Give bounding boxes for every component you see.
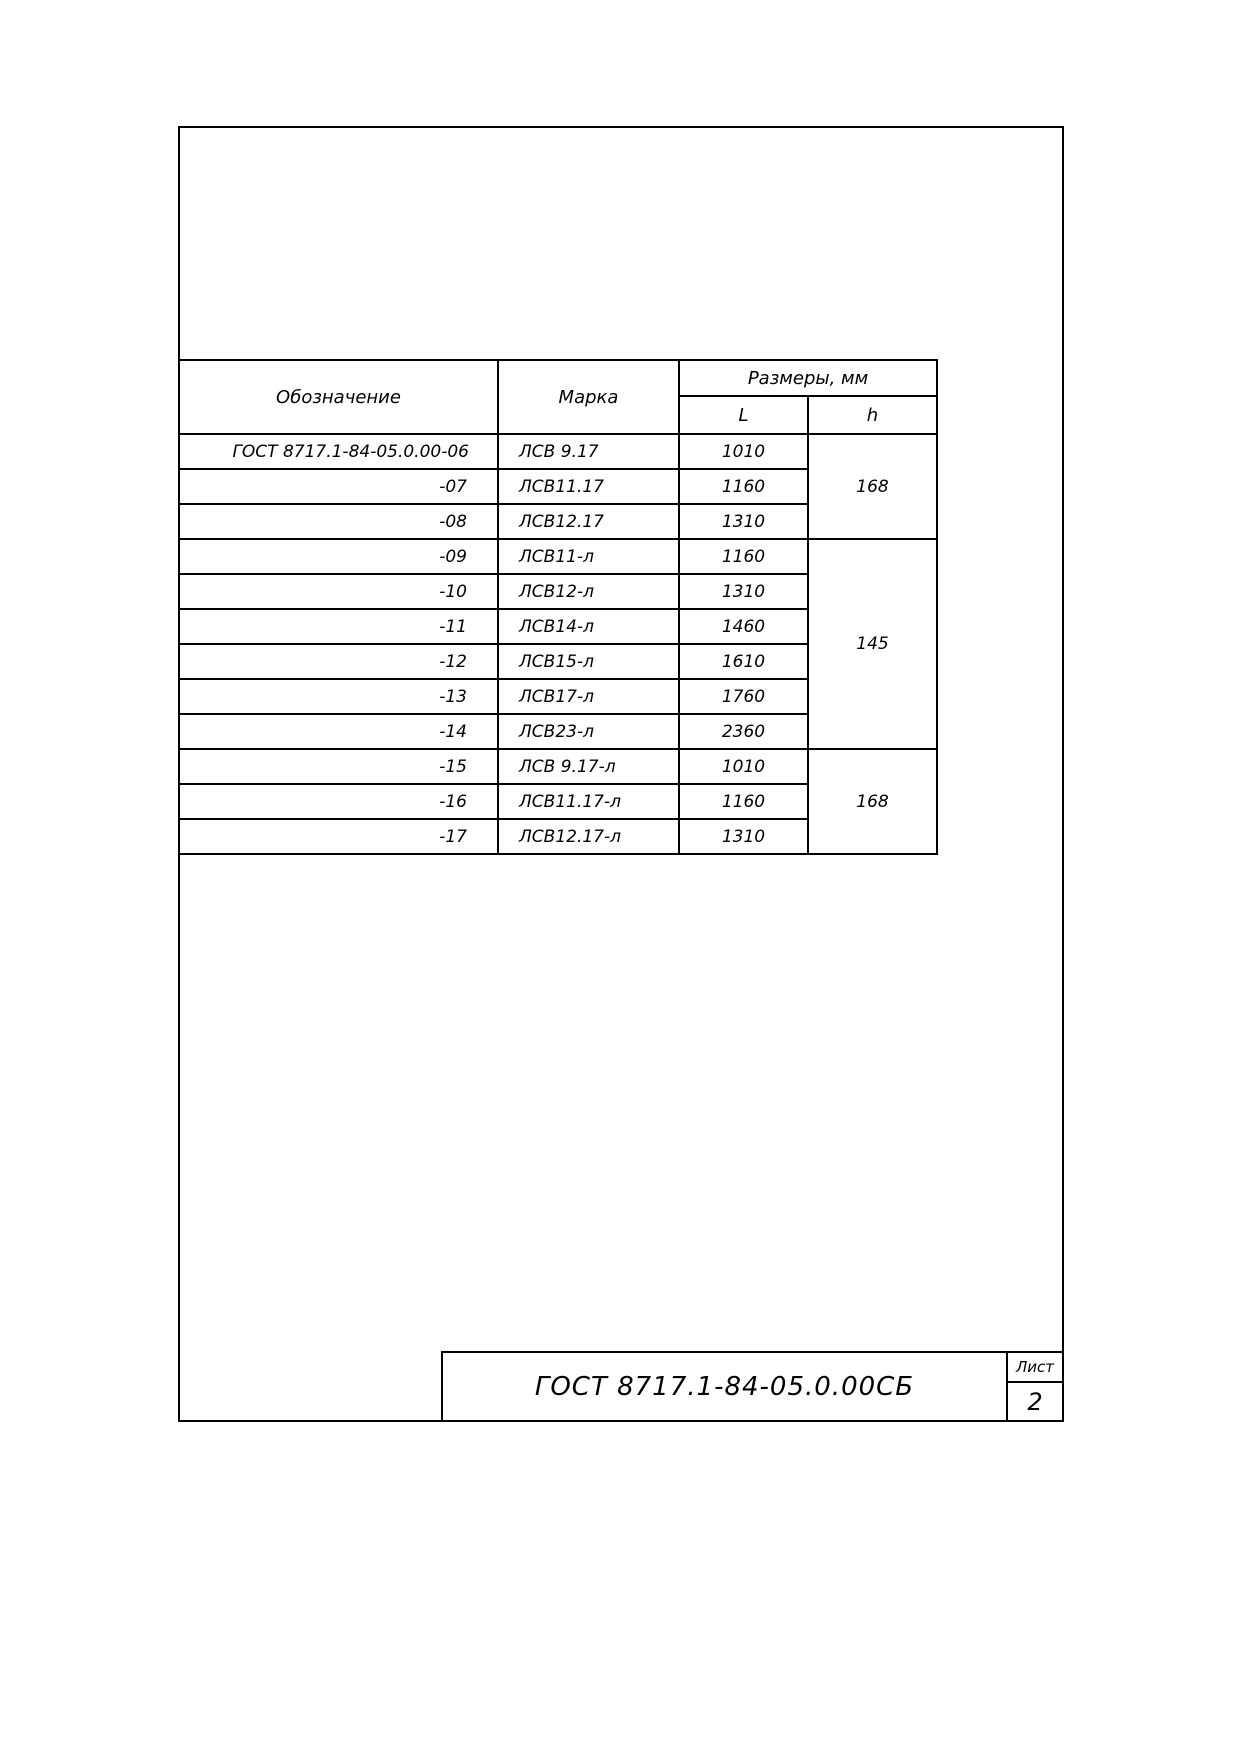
specification-table: [180, 359, 938, 855]
designation-cell: -16: [180, 784, 498, 819]
length-cell: 1160: [679, 539, 808, 574]
length-cell: 1610: [679, 644, 808, 679]
length-cell: 1010: [679, 749, 808, 784]
mark-cell: ЛСВ15-л: [498, 644, 679, 679]
mark-cell: ЛСВ11.17-л: [498, 784, 679, 819]
length-cell: 2360: [679, 714, 808, 749]
designation-cell: -09: [180, 539, 498, 574]
length-cell: 1310: [679, 819, 808, 854]
length-cell: 1160: [679, 784, 808, 819]
mark-cell: ЛСВ12.17: [498, 504, 679, 539]
designation-cell: ГОСТ 8717.1-84-05.0.00-06: [180, 434, 498, 469]
height-cell: 168: [808, 434, 937, 539]
designation-cell: -07: [180, 469, 498, 504]
document-code: ГОСТ 8717.1-84-05.0.00СБ: [443, 1353, 1008, 1420]
designation-cell: -12: [180, 644, 498, 679]
length-cell: 1310: [679, 574, 808, 609]
length-cell: 1160: [679, 469, 808, 504]
mark-cell: ЛСВ12-л: [498, 574, 679, 609]
mark-cell: ЛСВ23-л: [498, 714, 679, 749]
mark-cell: ЛСВ 9.17: [498, 434, 679, 469]
mark-cell: ЛСВ 9.17-л: [498, 749, 679, 784]
header-mark: Марка: [498, 360, 679, 434]
table-row: [180, 749, 937, 784]
header-height: h: [808, 396, 937, 434]
length-cell: 1760: [679, 679, 808, 714]
designation-cell: -13: [180, 679, 498, 714]
header-length: L: [679, 396, 808, 434]
designation-cell: -08: [180, 504, 498, 539]
title-block: [441, 1351, 1064, 1422]
height-cell: 145: [808, 539, 937, 749]
designation-cell: -15: [180, 749, 498, 784]
designation-cell: -11: [180, 609, 498, 644]
sheet-label: Лист: [1008, 1353, 1062, 1383]
mark-cell: ЛСВ14-л: [498, 609, 679, 644]
length-cell: 1460: [679, 609, 808, 644]
designation-cell: -17: [180, 819, 498, 854]
mark-cell: ЛСВ17-л: [498, 679, 679, 714]
table-row: [180, 434, 937, 469]
sheet-number: 2: [1027, 1387, 1043, 1416]
table-row: [180, 539, 937, 574]
length-cell: 1010: [679, 434, 808, 469]
mark-cell: ЛСВ11-л: [498, 539, 679, 574]
mark-cell: ЛСВ11.17: [498, 469, 679, 504]
header-designation: Обозначение: [180, 360, 498, 434]
header-dimensions: Размеры, мм: [679, 360, 937, 396]
designation-cell: -14: [180, 714, 498, 749]
height-cell: 168: [808, 749, 937, 854]
length-cell: 1310: [679, 504, 808, 539]
mark-cell: ЛСВ12.17-л: [498, 819, 679, 854]
designation-cell: -10: [180, 574, 498, 609]
